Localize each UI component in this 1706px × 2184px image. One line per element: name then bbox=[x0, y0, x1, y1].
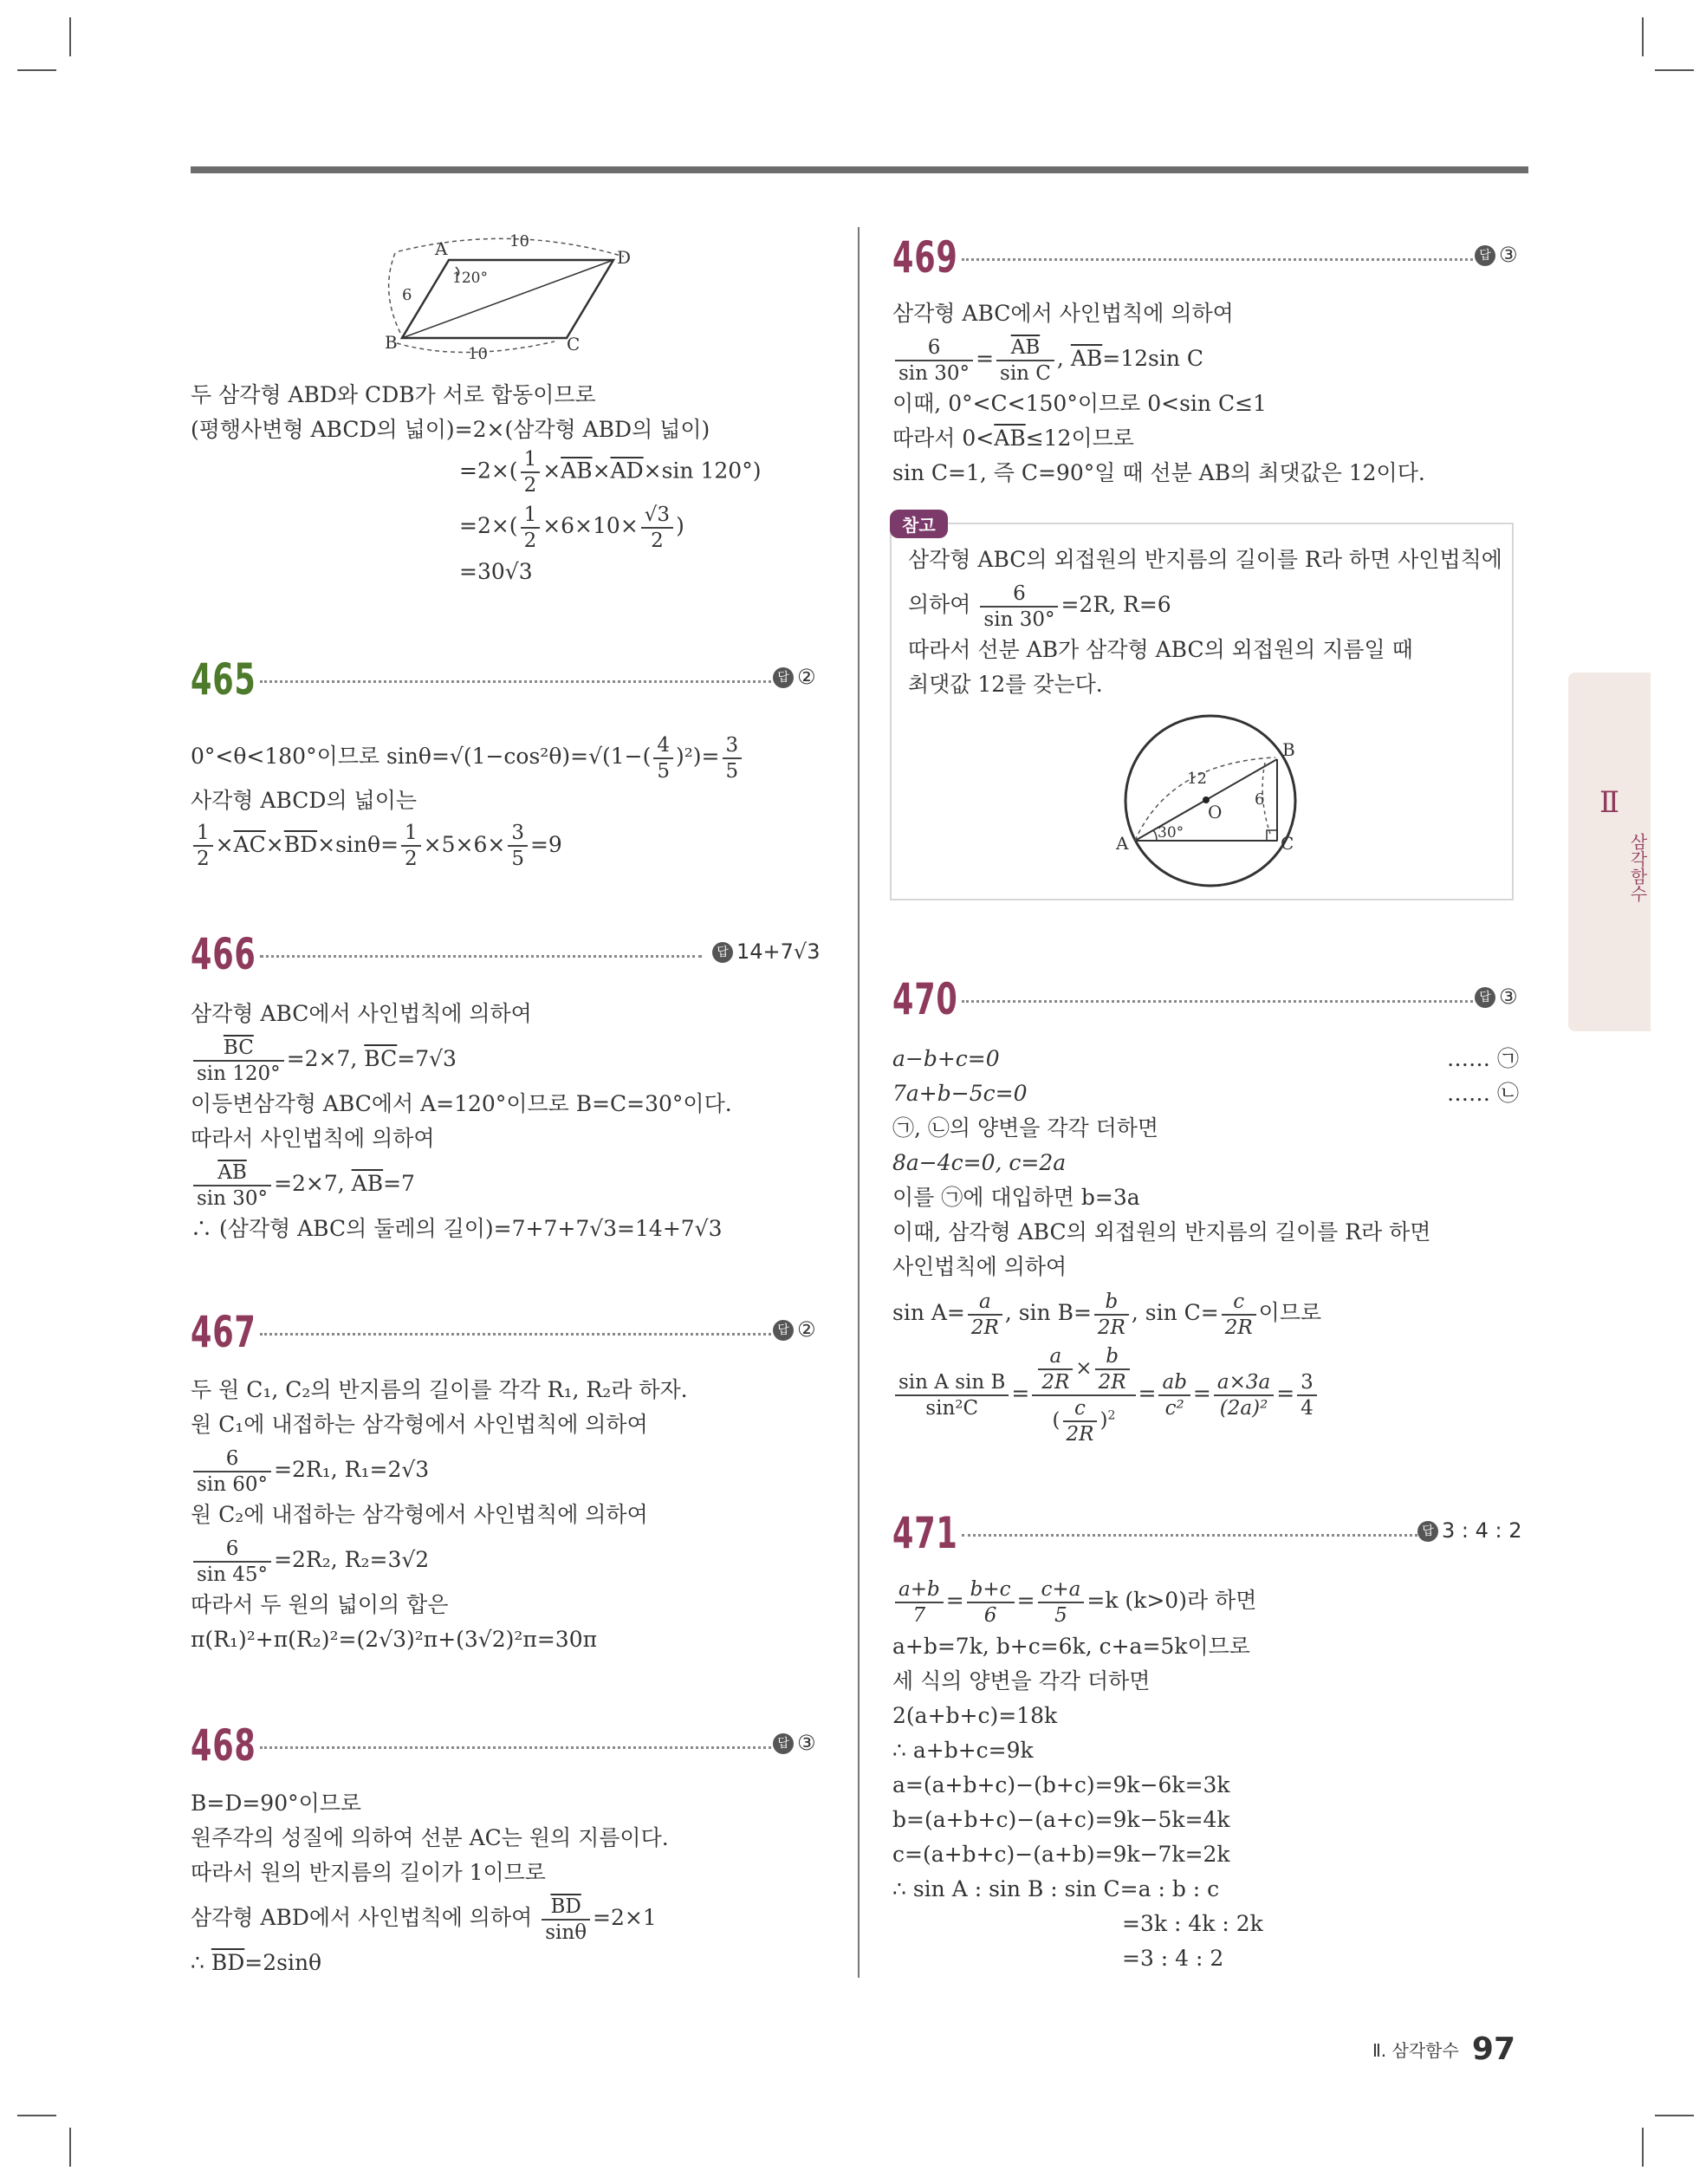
eq-part: × bbox=[592, 458, 611, 484]
segment-ab: $\overline{AB}$ bbox=[351, 1171, 384, 1196]
text-line: 8a−4c=0, c=2a bbox=[892, 1150, 1067, 1175]
problem-number: 469 bbox=[892, 232, 958, 283]
answer-icon: 답 bbox=[773, 1733, 794, 1754]
segment-ad: $\overline{AD}$ bbox=[610, 458, 644, 484]
problem-header bbox=[191, 929, 821, 990]
text-line: ∴ sin A : sin B : sin C=a : b : c bbox=[892, 1876, 1220, 1901]
text-line: 원 C₂에 내접하는 삼각형에서 사인법칙에 의하여 bbox=[191, 1502, 648, 1527]
vertex-b-label: B bbox=[385, 332, 398, 353]
fraction: $\frac{√3}{2}$ bbox=[641, 503, 673, 553]
chapter-side-tab bbox=[1568, 673, 1651, 1031]
problem-467 bbox=[191, 1307, 818, 1657]
answer-icon: 답 bbox=[773, 1320, 794, 1341]
text-line: 삼각형 ABC에서 사인법칙에 의하여 bbox=[892, 301, 1234, 326]
fraction: $\frac{\overline{AB}}{\sin 30^\circ}$ bbox=[193, 1160, 271, 1211]
fraction: $\frac{1}{2}$ bbox=[521, 447, 541, 497]
text-line: a=(a+b+c)−(b+c)=9k−6k=3k bbox=[892, 1772, 1230, 1797]
side-length: 6 bbox=[1255, 790, 1265, 809]
equation-line: $\frac{6}{\sin 60^\circ}$ =2R₁, R₁=2√3 bbox=[191, 1442, 818, 1498]
equation-line: $\frac{6}{\sin 45^\circ}$ =2R₂, R₂=3√2 bbox=[191, 1532, 818, 1588]
chapter-title: Ⅱ. 삼각함수 bbox=[1372, 2040, 1459, 2061]
crop-mark bbox=[17, 69, 56, 71]
problem-header bbox=[892, 1508, 1520, 1569]
fraction: $\frac{b}{2R}$ bbox=[1094, 1290, 1129, 1340]
text-line: 원 C₁에 내접하는 삼각형에서 사인법칙에 의하여 bbox=[191, 1412, 648, 1437]
text-line: 이때, 삼각형 ABC의 외접원의 반지름의 길이를 R라 하면 bbox=[892, 1219, 1431, 1245]
equation-line: $\frac{\overline{BC}}{\sin 120^\circ}$ =2×7, $\overline{BC}=7√3$ bbox=[191, 1031, 818, 1087]
text-line: ∴ (삼각형 ABC의 둘레의 길이)=7+7+7√3=14+7√3 bbox=[191, 1216, 723, 1241]
equation-line: 따라서 $0<\overline{AB}\le 12$이므로 bbox=[892, 426, 1134, 451]
fraction: $\frac{1}{2}$ bbox=[521, 503, 541, 553]
fraction: $\frac{\overline{AB}}{\text{sin C}}$ bbox=[996, 335, 1054, 386]
chapter-label: 삼각함수 bbox=[1627, 833, 1648, 902]
fraction: $\frac{a}{2R}$ bbox=[968, 1290, 1002, 1340]
center-o-label: O bbox=[1208, 802, 1223, 822]
leader-dots bbox=[962, 1534, 1434, 1537]
text-line: a+b=7k, b+c=6k, c+a=5k이므로 bbox=[892, 1634, 1250, 1659]
text-line: 따라서 사인법칙에 의하여 bbox=[191, 1126, 435, 1151]
equation-line: $\frac{6}{\sin 30^\circ}$ = $\frac{\overline{AB}}{\text{sin C}}$ , $\overline{AB}=12\sin$ C bbox=[892, 331, 1520, 387]
problem-465 bbox=[191, 654, 818, 872]
text-line: 사인법칙에 의하여 bbox=[892, 1254, 1067, 1279]
equation-line bbox=[191, 447, 761, 497]
problem-470 bbox=[892, 974, 1520, 1446]
problem-header bbox=[191, 654, 818, 715]
equation-line: 의하여 $\frac{6}{\sin 30^\circ}$ =2R, R=6 bbox=[908, 582, 1171, 631]
crop-mark bbox=[1655, 69, 1694, 71]
vertex-a-label: A bbox=[435, 238, 448, 259]
crop-mark bbox=[1642, 17, 1644, 56]
leader-dots bbox=[260, 680, 771, 683]
problem-header bbox=[892, 974, 1520, 1035]
answer: 답 ③ bbox=[773, 1731, 816, 1755]
equation-line bbox=[191, 497, 761, 555]
fraction: $\frac{ab}{\text{c²}}$ bbox=[1158, 1370, 1190, 1420]
vertex-d-label: D bbox=[617, 247, 632, 268]
fraction: $\frac{6}{\sin 45^\circ}$ bbox=[193, 1537, 271, 1587]
diameter-length: 12 bbox=[1187, 770, 1207, 788]
answer-icon: 답 bbox=[773, 667, 794, 688]
answer: 답 3 : 4 : 2 bbox=[1417, 1518, 1522, 1543]
text-line: π(R₁)²+π(R₂)²=(2√3)²π+(3√2)²π=30π bbox=[191, 1627, 598, 1652]
problem-471 bbox=[892, 1508, 1520, 1976]
text-line: 세 식의 양변을 각각 더하면 bbox=[892, 1668, 1151, 1693]
equation-line: $\frac{a+b}{7}$ = $\frac{b+c}{6}$ = $\frac{c+a}{5}$ =k (k>0)라 하면 bbox=[892, 1572, 1520, 1629]
fraction: $\frac{c+a}{5}$ bbox=[1038, 1577, 1085, 1628]
text-line: 최댓값 12를 갖는다. bbox=[908, 672, 1103, 697]
answer: 답 ② bbox=[773, 1317, 816, 1342]
segment-bd: $\overline{BD}$ bbox=[283, 831, 318, 857]
text-line: 이를 ㉠에 대입하면 b=3a bbox=[892, 1185, 1140, 1210]
problem-number: 471 bbox=[892, 1508, 958, 1558]
text-line: 따라서 두 원의 넓이의 합은 bbox=[191, 1592, 449, 1617]
equation-line: ∴ $\overline{BD}=2\sin\theta$ bbox=[191, 1950, 322, 1975]
text-line: B=D=90°이므로 bbox=[191, 1791, 362, 1816]
fraction: $\frac{6}{\sin 30^\circ}$ bbox=[980, 582, 1058, 632]
text-line: 이때, 0°<C<150°이므로 0<sin C≤1 bbox=[892, 391, 1267, 416]
point-a-label: A bbox=[1116, 833, 1129, 854]
segment-ab: $\overline{AB}$ bbox=[994, 426, 1026, 451]
circle-figure bbox=[1109, 711, 1326, 893]
equation-line: 삼각형 ABD에서 사인법칙에 의하여 $\frac{\overline{BD}}{\sin\theta}$ =2×1 bbox=[191, 1895, 657, 1944]
problem-header bbox=[191, 1720, 818, 1781]
fraction: $\frac{3}{5}$ bbox=[723, 733, 743, 783]
fraction: $\frac{3}{5}$ bbox=[508, 821, 528, 871]
eq-part: × bbox=[542, 458, 561, 484]
problem-number: 470 bbox=[892, 974, 958, 1024]
crop-mark bbox=[1642, 2128, 1644, 2167]
crop-mark bbox=[69, 2128, 71, 2167]
leader-dots bbox=[260, 1746, 771, 1749]
fraction: $\frac{4}{5}$ bbox=[653, 733, 673, 783]
equation-line: =30√3 bbox=[459, 559, 533, 584]
point-b-label: B bbox=[1282, 739, 1295, 760]
eq-part: 0°<θ<180°이므로 sinθ=√(1−cos²θ)=√(1−( bbox=[191, 744, 652, 769]
angle-label: 30° bbox=[1158, 824, 1184, 842]
answer: 답 ③ bbox=[1475, 985, 1518, 1009]
page-number: 97 bbox=[1471, 2031, 1515, 2067]
answer-icon: 답 bbox=[1417, 1521, 1438, 1542]
fraction: $\frac{1}{2}$ bbox=[401, 821, 421, 871]
crop-mark bbox=[17, 2115, 56, 2116]
note-tag: 참고 bbox=[890, 510, 948, 538]
eq-part: =2×( bbox=[459, 458, 518, 484]
answer-icon: 답 bbox=[712, 942, 733, 963]
note-content bbox=[908, 543, 1506, 702]
eq-part: ) bbox=[676, 513, 684, 538]
problem-466 bbox=[191, 929, 821, 1246]
side-ab-length: 6 bbox=[402, 286, 412, 304]
side-ad-length: 10 bbox=[509, 232, 529, 250]
text-line: b=(a+b+c)−(a+c)=9k−5k=4k bbox=[892, 1807, 1230, 1832]
segment-ab: $\overline{AB}$ bbox=[1070, 346, 1103, 371]
text-line: =3 : 4 : 2 bbox=[1122, 1946, 1224, 1971]
text-line: ∴ a+b+c=9k bbox=[892, 1738, 1034, 1763]
text-line: c=(a+b+c)−(a+b)=9k−7k=2k bbox=[892, 1842, 1230, 1867]
problem-number: 468 bbox=[191, 1720, 256, 1771]
text-line: 사각형 ABCD의 넓이는 bbox=[191, 787, 418, 813]
text-line: 따라서 원의 반지름의 길이가 1이므로 bbox=[191, 1860, 546, 1885]
chapter-roman-numeral: Ⅱ bbox=[1599, 785, 1620, 820]
vertex-c-label: C bbox=[567, 334, 581, 354]
problem-header bbox=[191, 1307, 818, 1368]
crop-mark bbox=[1655, 2115, 1694, 2116]
text-line: 따라서 선분 AB가 삼각형 ABC의 외접원의 지름일 때 bbox=[908, 637, 1413, 662]
fraction: $\frac{a\times 3a}{\text{(2a)²}}$ bbox=[1214, 1370, 1274, 1420]
problem-468 bbox=[191, 1720, 818, 1980]
angle-a-label: 120° bbox=[452, 270, 488, 287]
equation-line bbox=[191, 731, 818, 783]
fraction: $\frac{c}{2R}$ bbox=[1222, 1290, 1256, 1340]
fraction: $\frac{\overline{BD}}{\sin\theta}$ bbox=[542, 1895, 590, 1945]
leader-dots bbox=[962, 258, 1473, 261]
column-divider bbox=[858, 227, 859, 1978]
text-line: 삼각형 ABC에서 사인법칙에 의하여 bbox=[191, 1001, 532, 1026]
leader-dots bbox=[260, 955, 702, 958]
answer: 답 ② bbox=[773, 665, 816, 689]
text-line: sin C=1, 즉 C=90°일 때 선분 AB의 최댓값은 12이다. bbox=[892, 460, 1425, 485]
segment-ac: $\overline{AC}$ bbox=[233, 831, 266, 857]
answer: 답 ③ bbox=[1475, 243, 1518, 267]
leader-dots bbox=[962, 1000, 1473, 1003]
compound-fraction: $\frac{a}{2R}$ × $\frac{b}{2R}$ ( $\frac{c}{2R}$ )$^2$ bbox=[1032, 1344, 1135, 1446]
parallelogram-figure bbox=[381, 232, 658, 362]
answer: 답 14+7√3 bbox=[712, 939, 820, 964]
segment-bd: $\overline{BD}$ bbox=[211, 1950, 245, 1975]
parallelogram-solution bbox=[191, 378, 761, 589]
leader-dots bbox=[260, 1333, 771, 1336]
equation-line: 7a+b−5c=0 …… ㉡ bbox=[892, 1076, 1520, 1111]
answer-icon: 답 bbox=[1475, 987, 1495, 1008]
equation-marker: …… ㉡ bbox=[1447, 1081, 1519, 1106]
problem-number: 467 bbox=[191, 1307, 256, 1357]
fraction: $\frac{1}{2}$ bbox=[193, 821, 213, 871]
fraction: $\frac{b+c}{6}$ bbox=[967, 1577, 1015, 1628]
eq-part: =2×( bbox=[459, 513, 518, 538]
equation-line: $\frac{1}{2}$ $\times\overline{AC}\times\overline{BD}\times\sin\theta=$ $\frac{1}{2}$ ×5×6× $\frac{3}{5}$ =9 bbox=[191, 818, 818, 872]
side-bc-length: 10 bbox=[468, 345, 488, 362]
problem-number: 466 bbox=[191, 929, 256, 979]
text-line: =3k : 4k : 2k bbox=[1122, 1911, 1263, 1936]
text-line: 두 원 C₁, C₂의 반지름의 길이를 각각 R₁, R₂라 하자. bbox=[191, 1377, 688, 1402]
segment-bc: $\overline{BC}$ bbox=[364, 1046, 398, 1071]
fraction: $\frac{\overline{BC}}{\sin 120^\circ}$ bbox=[193, 1036, 284, 1086]
text-line: 원주각의 성질에 의하여 선분 AC는 원의 지름이다. bbox=[191, 1825, 669, 1850]
equation-line: $\frac{\text{sin A sin B}}{\text{sin²C}}$ = $\frac{a}{2R}$ × $\frac{b}{2R}$ ( $\frac{c}{2R}$ )$^2$ = $\frac{ab}{\text{c²}}$ = $\frac{a\times 3a}{\text{(2a)²}}$ = $\frac{3}{4}$ bbox=[892, 1342, 1520, 1446]
eq-part: ×6×10× bbox=[542, 513, 639, 538]
header-rule bbox=[191, 166, 1528, 173]
equation-line: $\frac{\overline{AB}}{\sin 30^\circ}$ =2×7, $\overline{AB}=7$ bbox=[191, 1156, 818, 1212]
page-footer bbox=[1372, 2031, 1515, 2067]
fraction: $\frac{3}{4}$ bbox=[1297, 1370, 1317, 1420]
problem-header bbox=[892, 232, 1520, 293]
fraction: $\frac{\text{sin A sin B}}{\text{sin²C}}$ bbox=[895, 1370, 1009, 1420]
text-line: 삼각형 ABC의 외접원의 반지름의 길이를 R라 하면 사인법칙에 bbox=[908, 547, 1502, 572]
problem-number: 465 bbox=[191, 654, 256, 705]
text-line: 두 삼각형 ABD와 CDB가 서로 합동이므로 bbox=[191, 382, 596, 407]
text-line: ㉠, ㉡의 양변을 각각 더하면 bbox=[892, 1115, 1159, 1141]
fraction: $\frac{a+b}{7}$ bbox=[895, 1577, 944, 1628]
eq-part: ×sin 120°) bbox=[643, 458, 762, 484]
segment-ab: $\overline{AB}$ bbox=[561, 458, 593, 484]
answer-icon: 답 bbox=[1475, 245, 1495, 266]
fraction: $\frac{6}{\sin 30^\circ}$ bbox=[895, 335, 973, 386]
fraction: $\frac{6}{\sin 60^\circ}$ bbox=[193, 1446, 271, 1497]
equation-marker: …… ㉠ bbox=[1447, 1046, 1519, 1071]
text-line: 이등변삼각형 ABC에서 A=120°이므로 B=C=30°이다. bbox=[191, 1091, 732, 1116]
equation-line: sin A= $\frac{a}{2R}$ , sin B= $\frac{b}{2R}$ , sin C= $\frac{c}{2R}$ 이므로 bbox=[892, 1290, 1322, 1339]
text-line: 2(a+b+c)=18k bbox=[892, 1703, 1058, 1728]
equation-line: a−b+c=0 …… ㉠ bbox=[892, 1042, 1520, 1076]
problem-469 bbox=[892, 232, 1520, 491]
point-c-label: C bbox=[1281, 833, 1294, 854]
crop-mark bbox=[69, 17, 71, 56]
text-line: (평행사변형 ABCD의 넓이)=2×(삼각형 ABD의 넓이) bbox=[191, 417, 710, 442]
eq-part: )²)= bbox=[676, 744, 720, 769]
